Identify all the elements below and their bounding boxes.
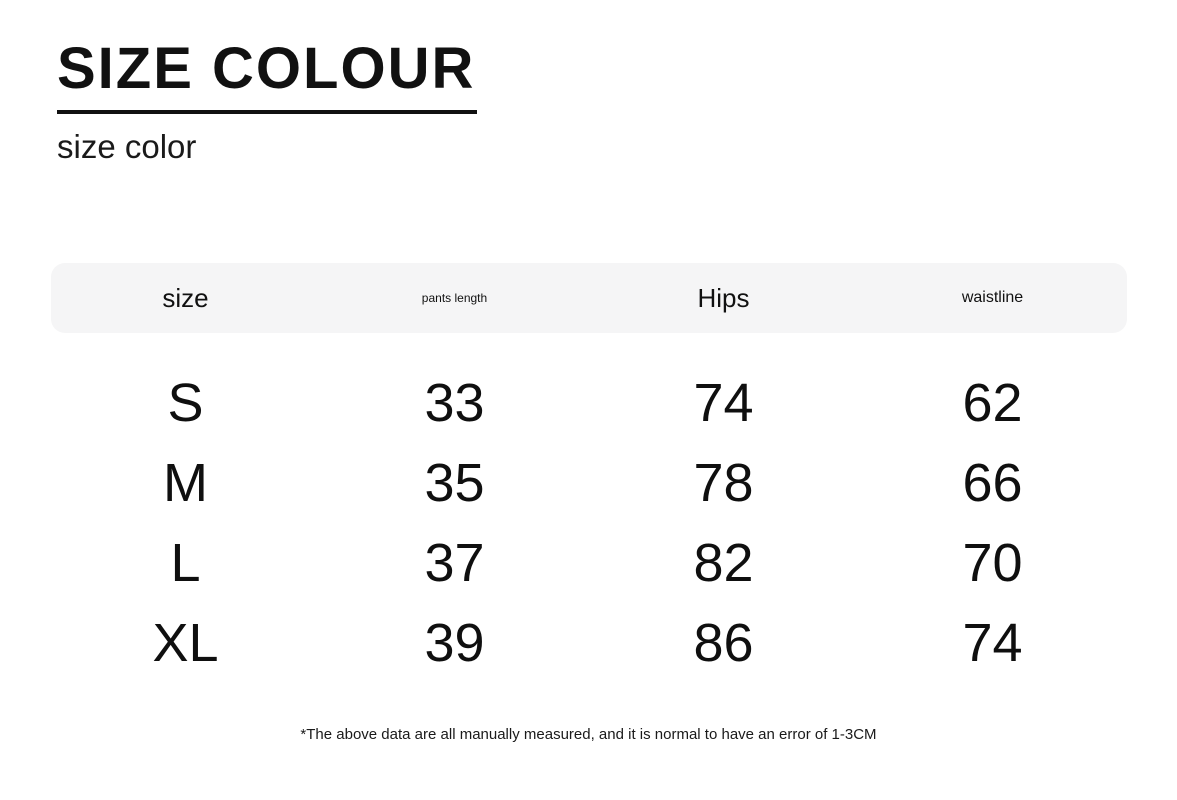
- table-row-l: [51, 523, 1127, 603]
- cell-pants-length: 35: [424, 453, 485, 513]
- cell-waistline: 70: [962, 533, 1023, 593]
- cell-size: M: [163, 453, 208, 513]
- cell-size: S: [167, 373, 204, 433]
- table-body: [51, 363, 1127, 683]
- column-header-pants-length: pants length: [421, 291, 488, 305]
- column-header-waistline: waistline: [961, 289, 1024, 306]
- measurement-disclaimer: *The above data are all manually measured, and it is normal to have an error of 1-3CM: [300, 726, 877, 743]
- cell-pants-length: 33: [424, 373, 485, 433]
- cell-hips: 82: [693, 533, 754, 593]
- column-header-size: size: [162, 282, 209, 313]
- column-header-hips: Hips: [697, 282, 750, 313]
- cell-size: XL: [152, 613, 219, 673]
- cell-pants-length: 39: [424, 613, 485, 673]
- size-table: [51, 263, 1127, 683]
- title-block: [57, 38, 477, 114]
- cell-waistline: 62: [962, 373, 1023, 433]
- cell-pants-length: 37: [424, 533, 485, 593]
- table-row-s: [51, 363, 1127, 443]
- page-subtitle: size color: [57, 128, 197, 165]
- page-title: SIZE COLOUR: [57, 38, 477, 114]
- table-header-row: [51, 263, 1127, 333]
- cell-hips: 86: [693, 613, 754, 673]
- cell-waistline: 66: [962, 453, 1023, 513]
- table-row-xl: [51, 603, 1127, 683]
- cell-hips: 78: [693, 453, 754, 513]
- cell-hips: 74: [693, 373, 754, 433]
- cell-waistline: 74: [962, 613, 1023, 673]
- cell-size: L: [170, 533, 201, 593]
- table-row-m: [51, 443, 1127, 523]
